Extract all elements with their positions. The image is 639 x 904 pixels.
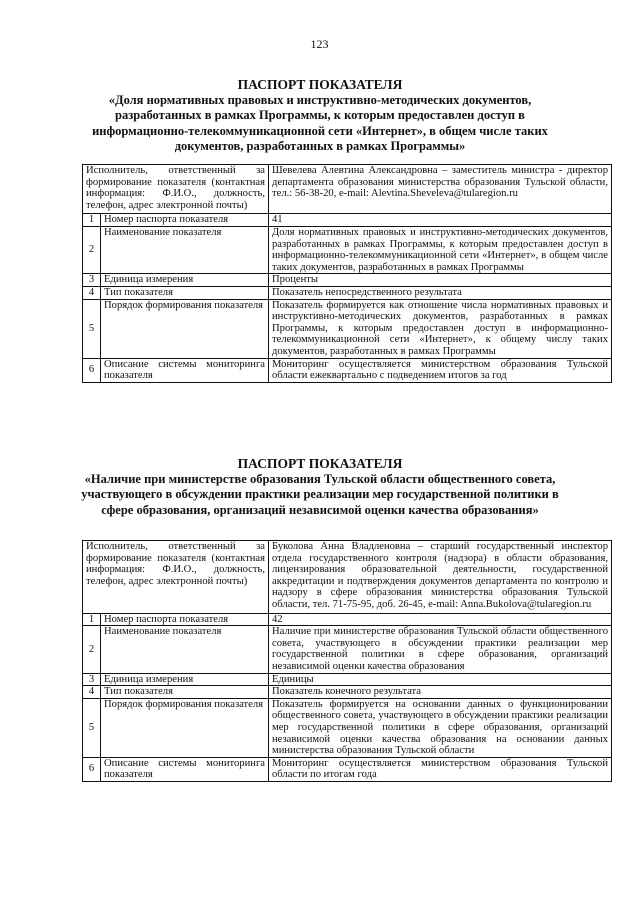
row-label: Порядок формирования показателя bbox=[101, 698, 269, 757]
row-number: 1 bbox=[83, 613, 101, 626]
row-label: Наименование показателя bbox=[101, 226, 269, 273]
row-value: Единицы bbox=[269, 673, 612, 686]
row-number: 5 bbox=[83, 698, 101, 757]
passport-41-heading bbox=[70, 77, 570, 155]
row-value: 42 bbox=[269, 613, 612, 626]
row-value: Проценты bbox=[269, 274, 612, 287]
passport-title: ПАСПОРТ ПОКАЗАТЕЛЯ bbox=[237, 456, 403, 471]
table-row bbox=[83, 686, 612, 699]
row-label: Номер паспорта показателя bbox=[101, 214, 269, 227]
executor-value: Буколова Анна Владленовна – старший государственный инспектор отдела государственного контроля (надзора) в области образования, лицензирования образовательной деятельности, государственной аккредитации и подтверждения документов департамента по контролю и надзору в сфере образования министерства образования Тульской области, тел. 71-75-95, доб. 26-45, e-mail: Anna.Bukolova@tularegion.ru bbox=[269, 541, 612, 614]
row-label: Тип показателя bbox=[101, 686, 269, 699]
passport-subtitle: «Доля нормативных правовых и инструктивно-методических документов, разработанных в рамках Программы, к которым предоставлен доступ в информационно-телекоммуникационной сети «Интернет», в общем числе таких документов, разработанных в рамках Программы» bbox=[92, 92, 548, 153]
row-value: Показатель непосредственного результата bbox=[269, 286, 612, 299]
row-label: Описание системы мониторинга показателя bbox=[101, 358, 269, 382]
row-number: 6 bbox=[83, 358, 101, 382]
row-label: Тип показателя bbox=[101, 286, 269, 299]
row-value: Показатель формируется как отношение числа нормативных правовых и инструктивно-методических документов, разработанных в рамках Программы, к которым предоставлен доступ в информационно-телекоммуникационной сети «Интернет», к общему числу таких документов, разработанных в рамках Программы bbox=[269, 299, 612, 358]
table-row bbox=[83, 286, 612, 299]
row-label: Единица измерения bbox=[101, 274, 269, 287]
row-number: 4 bbox=[83, 286, 101, 299]
table-row bbox=[83, 274, 612, 287]
row-value: Показатель конечного результата bbox=[269, 686, 612, 699]
page-number: 123 bbox=[310, 37, 329, 51]
row-value: Доля нормативных правовых и инструктивно-методических документов, разработанных в рамках Программы, к которым предоставлен доступ в информационно-телекоммуникационной сети «Интернет», в общем числе таких документов, разработанных в рамках Программы bbox=[269, 226, 612, 273]
row-label: Порядок формирования показателя bbox=[101, 299, 269, 358]
row-number: 2 bbox=[83, 626, 101, 673]
table-row bbox=[83, 214, 612, 227]
row-label: Описание системы мониторинга показателя bbox=[101, 757, 269, 781]
row-label: Номер паспорта показателя bbox=[101, 613, 269, 626]
row-value: Мониторинг осуществляется министерством образования Тульской области ежеквартально с подведением итогов за год bbox=[269, 358, 612, 382]
row-value: Мониторинг осуществляется министерством образования Тульской области по итогам года bbox=[269, 757, 612, 781]
row-number: 1 bbox=[83, 214, 101, 227]
row-value: Показатель формируется на основании данных о функционировании общественного совета, участвующего в обсуждении практики реализации мер государственной политики в сфере образования, организаций независимой оценки качества образования на основании данных министерства образования Тульской области bbox=[269, 698, 612, 757]
table-row bbox=[83, 613, 612, 626]
table-row bbox=[83, 299, 612, 358]
table-row bbox=[83, 358, 612, 382]
passport-42-heading bbox=[70, 456, 570, 518]
executor-value: Шевелева Алевтина Александровна – заместитель министра - директор департамента образования министерства образования Тульской области, тел.: 56-38-20, e-mail: Alevtina.Sheveleva@tularegion.ru bbox=[269, 165, 612, 214]
passport-41-table bbox=[82, 164, 612, 383]
executor-label: Исполнитель, ответственный за формирование показателя (контактная информация: Ф.И.О., должность, телефон, адрес электронной почты) bbox=[83, 165, 269, 214]
row-label: Наименование показателя bbox=[101, 626, 269, 673]
row-number: 3 bbox=[83, 274, 101, 287]
executor-label: Исполнитель, ответственный за формирование показателя (контактная информация: Ф.И.О., должность, телефон, адрес электронной почты) bbox=[83, 541, 269, 614]
row-number: 6 bbox=[83, 757, 101, 781]
passport-subtitle: «Наличие при министерстве образования Тульской области общественного совета, участвующего в обсуждении практики реализации мер государственной политики в сфере образования, организаций независимой оценки качества образования» bbox=[81, 471, 559, 517]
passport-title: ПАСПОРТ ПОКАЗАТЕЛЯ bbox=[237, 77, 403, 92]
row-label: Единица измерения bbox=[101, 673, 269, 686]
table-row bbox=[83, 541, 612, 614]
table-row bbox=[83, 757, 612, 781]
row-number: 2 bbox=[83, 226, 101, 273]
row-number: 3 bbox=[83, 673, 101, 686]
row-value: 41 bbox=[269, 214, 612, 227]
table-row bbox=[83, 698, 612, 757]
passport-42-table bbox=[82, 540, 612, 782]
table-row bbox=[83, 165, 612, 214]
row-number: 5 bbox=[83, 299, 101, 358]
table-row bbox=[83, 626, 612, 673]
table-row bbox=[83, 226, 612, 273]
row-number: 4 bbox=[83, 686, 101, 699]
table-row bbox=[83, 673, 612, 686]
row-value: Наличие при министерстве образования Тульской области общественного совета, участвующего в обсуждении практики реализации мер государственной политики в сфере образования, организаций независимой оценки качества образования bbox=[269, 626, 612, 673]
